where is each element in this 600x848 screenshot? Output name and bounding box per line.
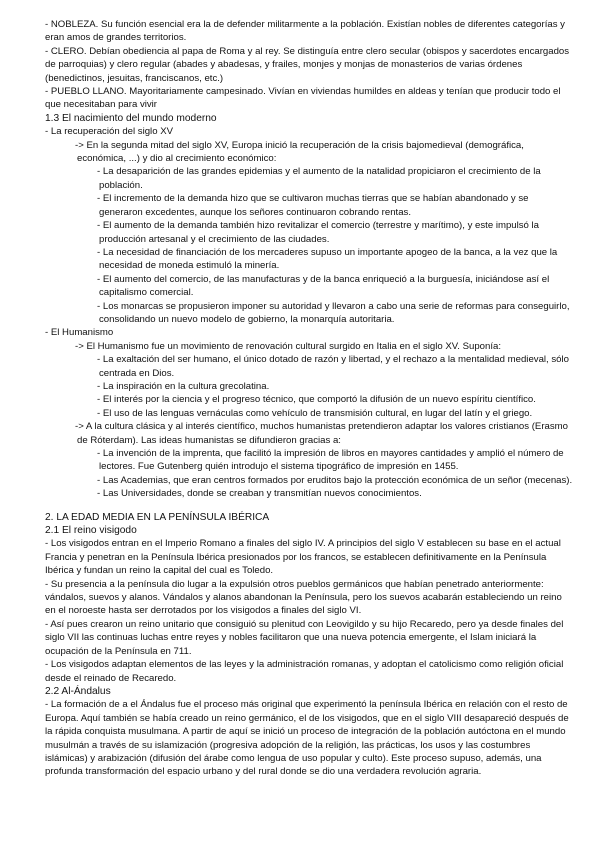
list-item: - Los visigodos adaptan elementos de las leyes y la administración romanas, y adoptan el catolicismo como religión oficial desde el reinado de Recaredo. (45, 659, 564, 684)
list-item: - El incremento de la demanda hizo que se cultivaron muchas tierras que se habían abandonado y se generaron excedentes, aunque los señores continuaron cobrando rentas. (97, 193, 529, 218)
list-item: - La desaparición de las grandes epidemias y el aumento de la natalidad propiciaron el crecimiento de la población. (97, 166, 541, 191)
list-item: - La invención de la imprenta, que facilitó la impresión de libros en mayores cantidades y amplió el número de lectores. Fue Gutenberg quién introdujo el sistema tipográfico de impresión en 1455. (97, 448, 564, 473)
list-item: - El interés por la ciencia y el progreso técnico, que comportó la difusión de un nuevo espíritu científico. (97, 394, 536, 406)
section-title-1-3: 1.3 El nacimiento del mundo moderno (45, 112, 217, 124)
list-item: - Los visigodos entran en el Imperio Romano a finales del siglo IV. A principios del siglo V establecen su base en el actual Francia y penetran en la Península Ibérica presionados por los francos, se establecen definitivamente en la Península Ibérica y fundan un reino la capital del cual es Toledo. (45, 538, 561, 577)
list-item: - El aumento de la demanda también hizo revitalizar el comercio (terrestre y marítimo), y este impulsó la producción artesanal y el crecimiento de las ciudades. (97, 220, 540, 245)
list-item: - Las Universidades, donde se creaban y transmitían nuevos conocimientos. (97, 488, 422, 500)
arrow-paragraph-difusion: -> A la cultura clásica y al interés científico, muchos humanistas pretendieron adaptar los valores cristianos (Erasmo de Róterdam). Las ideas humanistas se difundieron gracias a: (75, 421, 568, 446)
section-title-2: 2. LA EDAD MEDIA EN LA PENÍNSULA IBÉRICA (45, 511, 270, 523)
list-item: - La inspiración en la cultura grecolatina. (97, 380, 270, 392)
arrow-paragraph-recuperacion: -> En la segunda mitad del siglo XV, Europa inició la recuperación de la crisis bajomedieval (demográfica, económica, ...) y dio al crecimiento económico: (75, 139, 524, 165)
list-item: - Así pues crearon un reino unitario que consiguió su plenitud con Leovigildo y su hijo Recaredo, pero ya desde finales del siglo VII las continuas luchas entre reyes y nobles facilitaron que una nueva potencia emergente, el Islam iniciará la ocupación de la Península en 711. (45, 618, 564, 657)
arrow-paragraph-humanismo: -> El Humanismo fue un movimiento de renovación cultural surgido en Italia en el siglo XV. Suponía: (75, 340, 502, 352)
subsection-label-recuperacion: - La recuperación del siglo XV (45, 126, 173, 138)
intro-nobleza: - NOBLEZA. Su función esencial era la de defender militarmente a la población. Existían nobles de diferentes categorías y eran amos de grandes territorios. (45, 19, 565, 44)
list-item: - La necesidad de financiación de los mercaderes supuso un importante apogeo de la banca, a la vez que la necesidad de moneda estimuló la minería. (97, 246, 558, 272)
intro-clero: - CLERO. Debían obediencia al papa de Roma y al rey. Se distinguía entre clero secular (obispos y sacerdotes encargados de parroquias) y clero regular (abades y abadesas, y frailes, monjes y monjas de monasterios de varias órdenes (benedictinos, jesuitas, franciscanos, etc.) (45, 45, 570, 84)
list-item: - Las Academias, que eran centros formados por eruditos bajo la protección económica de un señor (mecenas). (97, 474, 573, 486)
list-item: - La formación de a el Ándalus fue el proceso más original que experimentó la península Ibérica en relación con el resto de Europa. Aquí también se había creado un reino germánico, el de los visigodos, que en el siglo VIII desapareció después de la rápida conquista musulmana. A partir de aquí se inició un proceso de integración de la población autóctona en el mundo musulmán a través de su islamización (progresiva adopción de la religión, las prácticas, los usos y las costumbres islámicas) y arabización (difusión del árabe como lengua de uso popular y culto). Este proceso supuso, además, una profunda transformación del espacio urbano y del rural donde se dio una verdadera revolución agraria. (45, 699, 569, 778)
section-spacer (45, 501, 574, 511)
section-title-2-2: 2.2 Al-Ándalus (45, 685, 111, 697)
section-title-2-1: 2.1 El reino visigodo (45, 525, 137, 537)
intro-pueblo-llano: - PUEBLO LLANO. Mayoritariamente campesinado. Vivían en viviendas humildes en aldeas y tenían que producir todo el que necesitaban para vivir (45, 86, 561, 111)
list-item: - El aumento del comercio, de las manufacturas y de la banca enriqueció a la burguesía, iniciándose así el capitalismo comercial. (97, 273, 550, 299)
subsection-label-humanismo: - El Humanismo (45, 327, 114, 339)
list-item: - El uso de las lenguas vernáculas como vehículo de transmisión cultural, en lugar del latín y el griego. (97, 407, 533, 419)
list-item: - Los monarcas se propusieron imponer su autoridad y llevaron a cabo una serie de reformas para conseguirlo, consolidando un nuevo modelo de gobierno, la monarquía autoritaria. (97, 300, 570, 325)
list-item: - Su presencia a la península dio lugar a la expulsión otros pueblos germánicos que habían penetrado anteriormente: vándalos, suevos y alanos. Vándalos y alanos abandonan la Península, pero los suevos acabarán estableciendo un reino en el noroeste hasta ser derrotados por los visigodos a finales del siglo VI. (45, 578, 562, 617)
list-item: - La exaltación del ser humano, el único dotado de razón y libertad, y el rechazo a la mentalidad medieval, sólo centrada en Dios. (97, 354, 569, 379)
